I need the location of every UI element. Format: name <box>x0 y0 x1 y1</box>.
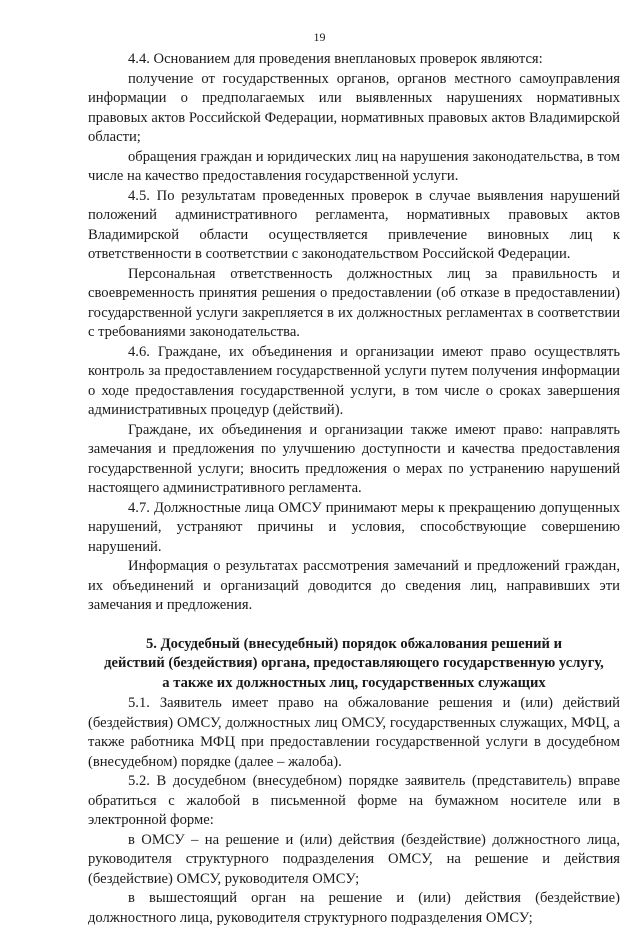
page-number: 19 <box>313 30 326 44</box>
paragraph-5-2-item-higher-body: в вышестоящий орган на решение и (или) действия (бездействие) должностного лица, руководителя структурного подразделения ОМСУ; <box>88 890 620 926</box>
paragraph-4-7: 4.7. Должностные лица ОМСУ принимают меры к прекращению допущенных нарушений, устраняют причины и условия, способствующие совершению нарушений. <box>88 499 620 555</box>
paragraph-4-4: 4.4. Основанием для проведения внеплановых проверок являются: <box>128 51 543 67</box>
paragraph-personal-responsibility: Персональная ответственность должностных лиц за правильность и своевременность принятия решения о предоставлении (об отказе в предоставлении) государственной услуги закрепляется в их должностных регламентах в соответствии с требованиями законодательства. <box>88 265 620 340</box>
paragraph-5-2: 5.2. В досудебном (внесудебном) порядке заявитель (представитель) вправе обратиться с жалобой в письменной форме на бумажном носителе или в электронной форме: <box>88 773 620 828</box>
paragraph-4-4-item-2: обращения граждан и юридических лиц на нарушения законодательства, в том числе на качество предоставления государственной услуги. <box>88 148 620 184</box>
paragraph-4-5: 4.5. По результатам проведенных проверок в случае выявления нарушений положений административного регламента, нормативных правовых актов Владимирской области осуществляется привлечение виновных лиц к ответственности в соответствии с законодательством Российской Федерации. <box>88 187 620 262</box>
section-5-heading-line-2: действий (бездействия) органа, предоставляющего государственную услугу, <box>104 655 604 671</box>
section-5-heading-line-1: 5. Досудебный (внесудебный) порядок обжалования решений и <box>146 635 562 652</box>
paragraph-citizens-rights: Граждане, их объединения и организации также имеют право: направлять замечания и предложения по улучшению доступности и качества предоставления государственной услуги; вносить предложения о мерах по устранению нарушений настоящего административного регламента. <box>88 421 620 496</box>
paragraph-5-2-item-omsu: в ОМСУ – на решение и (или) действия (бездействие) должностного лица, руководителя структурного подразделения ОМСУ, на решение и действия (бездействие) ОМСУ, руководителя ОМСУ; <box>88 831 620 887</box>
paragraph-4-4-item-1: получение от государственных органов, органов местного самоуправления информации о предполагаемых или выявленных нарушениях нормативных правовых актов Российской Федерации, нормативных правовых актов Владимирской области; <box>88 70 620 145</box>
paragraph-information-results: Информация о результатах рассмотрения замечаний и предложений граждан, их объединений и организаций доводится до сведения лиц, направивших эти замечания и предложения. <box>88 558 620 613</box>
document-body <box>88 50 620 928</box>
paragraph-5-1: 5.1. Заявитель имеет право на обжалование решения и (или) действий (бездействия) ОМСУ, должностных лиц ОМСУ, государственных служащих, МФЦ, а также работника МФЦ при предоставлении государственной услуги в досудебном (внесудебном) порядке (далее – жалоба). <box>88 695 620 770</box>
section-5-heading-line-3: а также их должностных лиц, государственных служащих <box>162 674 546 691</box>
paragraph-4-6: 4.6. Граждане, их объединения и организации имеют право осуществлять контроль за предоставлением государственной услуги путем получения информации о ходе предоставления государственной услуги, в том числе о сроках завершения административных процедур (действий). <box>88 343 620 418</box>
section-5-heading <box>88 635 620 694</box>
